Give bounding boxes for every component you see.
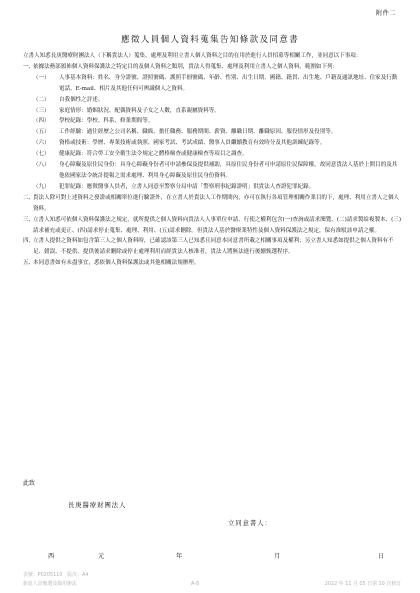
section-1 [23, 62, 401, 73]
item-text: 健康紀錄：符合勞工安全衛生法令規定之體格檢查或健康檢查等項目之調查。 [59, 151, 248, 158]
section-text: 立書人知悉可依個人資料保護法之規定，就所提供之個人資料向貴法人人事單位申請、行使之權利包含(一)查詢或請求閱覽、(二)請求製給複製本、(三)請求補充或更正、(四)請求停止蒐集、處理、利用、(五)請求刪除。但貴法人基於醫療業特性及個人資料保護法之規定，保有准駁該申請之權。 [33, 216, 401, 234]
date-year: 年 [176, 553, 183, 560]
section-text: 貴法人除可對上述資料之發證或相關單位進行驗證外，在立書人於貴法人工作期間內，亦可在執行各項管理相關作業目的下，處理、利用立書人之個人資料。 [33, 194, 400, 212]
section-text: 依據法務部頒佈個人資料保護法之特定目的及個人資料之類別，貴法人得蒐集、處理及利用立書人之個人資料，範圍如下列： [33, 63, 339, 70]
item-text: 自我個性之評述。 [59, 96, 104, 103]
item-text: 工作經驗：過往經歷之公司名稱、職級、擔任職務、服務期間、薪資、離職日期、離職原因、服役情形及役別等。 [59, 129, 337, 136]
signer-label: 立同意書人： [228, 520, 272, 527]
date-era-1: 西 [48, 553, 55, 560]
date-era-2: 元 [98, 553, 105, 560]
document-title: 應徵人員個人資料蒐集告知條款及同意書 [120, 35, 300, 45]
item-number: （一） [33, 74, 50, 81]
section-3 [23, 215, 401, 237]
section-text: 本同意書如有未盡事宜，悉依個人資料保護法或其他相關法規辦理。 [33, 260, 200, 267]
item-number: （八） [33, 162, 50, 169]
item-text: 犯罪紀錄：應徵醫事人員者，立書人同意至警察分局申請「警察刑事紀錄證明」供貴法人查證犯罪紀錄。 [59, 183, 315, 190]
page-number: A-8 [191, 581, 200, 587]
section-4 [23, 236, 401, 258]
item-number: （四） [33, 118, 50, 125]
list-item [23, 149, 401, 160]
attachment-label: 附件二 [375, 10, 396, 17]
item-text: 學校紀錄：學校、科系、修業期間等。 [59, 118, 154, 125]
item-text: 人事基本資料：姓名、身分證號、證照號碼、護照手冊號碼、年齡、性別、出生日期、國籍、籍貫、出生地、戶籍及通訊地址、住家及行動電話、E-mail、相片及其他任何可辨識個人之資料。 [59, 74, 398, 92]
section-text: 立書人提供之資料如包含第三人之個人資料時，已確認該第三人已知悉且同意本同意書所載之相關事項及權利；另立書人知悉如提供之個人資料有不足、錯誤、不提供、提供後請求刪除或停止處理利用而經貴法人核准者，貴法人將無法進行後續甄選程序。 [33, 238, 394, 256]
list-item [23, 127, 401, 138]
date-month: 月 [274, 553, 281, 560]
item-text: 資格或技術：學歷、專業技術或執照、國家考試、考試成績、醫事人員繼續教育有效時分及其他訓練紀錄等。 [59, 140, 326, 147]
list-item [23, 106, 401, 117]
section-2 [23, 193, 401, 215]
list-item [23, 160, 401, 182]
item-number: （二） [33, 96, 50, 103]
regulation-name: 新進人員甄選及錄用辦法 [23, 581, 77, 587]
section-number: 四、 [23, 238, 35, 245]
item-number: （三） [33, 107, 50, 114]
document-body [23, 51, 401, 269]
revision-date: 2022 年 11 月 05 日第 10 次修訂 [324, 581, 401, 587]
section-5 [23, 258, 401, 269]
list-item [23, 138, 401, 149]
item-number: （七） [33, 151, 50, 158]
list-item [23, 116, 401, 127]
item-text: 家庭情形：婚姻狀況、配偶資料及子女之人數，直系親屬資料等。 [59, 107, 220, 114]
form-number: 表號：P0205110 版次：A4 [23, 572, 89, 578]
intro-paragraph: 立書人知悉長庚醫療財團法人（下稱貴法人）蒐集、處理及利用立書人個人資料之目的在用於進行人員招募等相關工作，並同意以下事項： [23, 53, 362, 59]
item-text: 身心障礙及原住民身份：具身心障礙身份者可申請參保及提供補助，具原住民身份者可申請原住民保障權，故同意貴法人基於上開目的及其他依國家法令統計提報之需求處理、利用身心障礙及原住民身份資料。 [59, 162, 398, 179]
section-number: 一、 [23, 63, 35, 70]
section-number: 三、 [23, 216, 35, 223]
list-item [23, 182, 401, 193]
list-item [23, 95, 401, 106]
section-number: 二、 [23, 194, 35, 201]
closing-salutation: 此致 [23, 480, 36, 487]
item-number: （九） [33, 183, 50, 190]
item-number: （六） [33, 140, 50, 147]
recipient-name: 長庚醫療財團法人 [68, 502, 127, 509]
list-item [23, 73, 401, 95]
item-number: （五） [33, 129, 50, 136]
section-number: 五、 [23, 260, 35, 267]
date-day: 日 [378, 553, 385, 560]
